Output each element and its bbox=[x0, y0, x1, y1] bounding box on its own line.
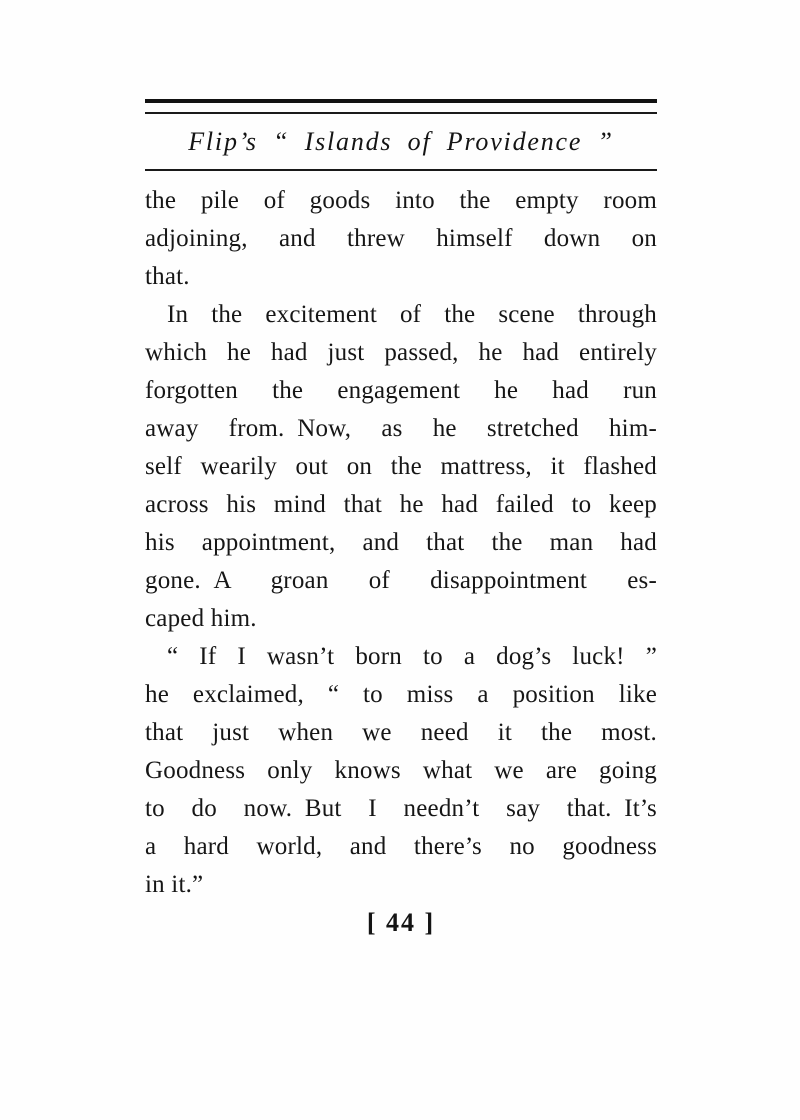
text-line: In the excitement of the scene through bbox=[167, 300, 657, 328]
text-line: that. bbox=[145, 262, 190, 290]
text-line: Goodness only knows what we are going bbox=[145, 756, 657, 784]
text-line: gone. A groan of disappointment es- bbox=[145, 566, 657, 594]
text-line: that just when we need it the most. bbox=[145, 718, 657, 746]
text-line: adjoining, and threw himself down on bbox=[145, 224, 657, 252]
text-line: he exclaimed, “ to miss a position like bbox=[145, 680, 657, 708]
text-line: caped him. bbox=[145, 604, 257, 632]
text-line: in it.” bbox=[145, 870, 204, 898]
text-line: “ If I wasn’t born to a dog’s luck! ” bbox=[167, 642, 657, 670]
text-line: the pile of goods into the empty room bbox=[145, 186, 657, 214]
text-line: self wearily out on the mattress, it flashed bbox=[145, 452, 657, 480]
text-line: across his mind that he had failed to keep bbox=[145, 490, 657, 518]
title-underline-rule bbox=[145, 169, 657, 171]
running-header-title: Flip’s “ Islands of Providence ” bbox=[188, 127, 614, 156]
text-line: away from. Now, as he stretched him- bbox=[145, 414, 657, 442]
text-column bbox=[145, 99, 657, 938]
text-line: forgotten the engagement he had run bbox=[145, 376, 657, 404]
text-line: which he had just passed, he had entirely bbox=[145, 338, 657, 366]
header-rule-thick bbox=[145, 99, 657, 103]
page-number: [ 44 ] bbox=[366, 907, 436, 937]
text-line: a hard world, and there’s no goodness bbox=[145, 832, 657, 860]
text-line: to do now. But I needn’t say that. It’s bbox=[145, 794, 657, 822]
text-line: his appointment, and that the man had bbox=[145, 528, 657, 556]
body-text bbox=[145, 182, 657, 904]
